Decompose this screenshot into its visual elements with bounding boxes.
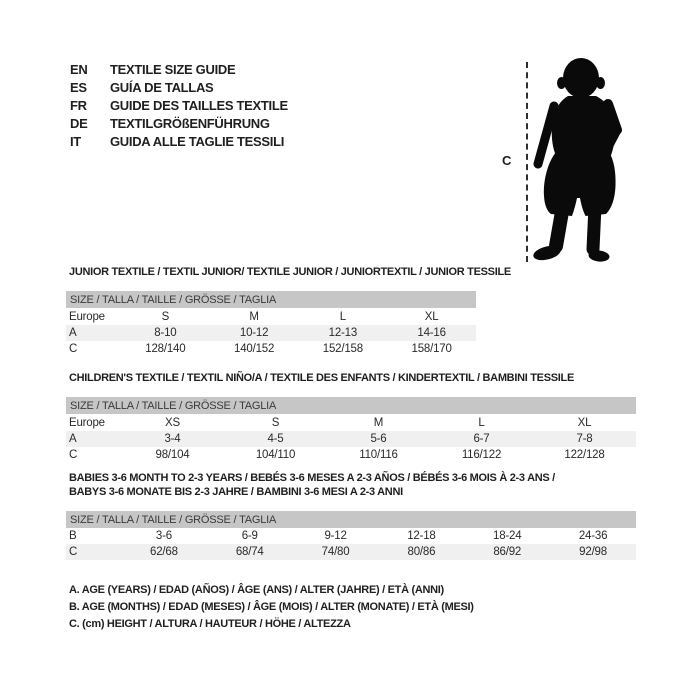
- table-cell: 8-10: [121, 325, 210, 341]
- legend-line-b: B. AGE (MONTHS) / EDAD (MESES) / ÂGE (MOIS) / ALTER (MONATE) / ETÀ (MESI): [69, 601, 474, 613]
- language-list: [70, 61, 288, 151]
- section-title: CHILDREN'S TEXTILE / TEXTIL NIÑO/A / TEXTILE DES ENFANTS / KINDERTEXTIL / BAMBINI TESSILE: [69, 372, 574, 384]
- section-title: BABIES 3-6 MONTH TO 2-3 YEARS / BEBÉS 3-6 MESES A 2-3 AÑOS / BÉBÉS 3-6 MOIS À 2-3 ANS /: [69, 472, 555, 484]
- table-cell: 5-6: [327, 431, 430, 447]
- language-code: FR: [70, 98, 87, 113]
- table-cell: 122/128: [564, 449, 605, 461]
- size-bar-row: [66, 291, 476, 308]
- table-cell: 68/74: [207, 544, 293, 560]
- height-measure-line: [526, 62, 528, 262]
- table-cell: 98/104: [155, 449, 190, 461]
- size-tables: [66, 265, 636, 633]
- col-header: M: [373, 416, 384, 429]
- table-cell: 3-6: [155, 530, 172, 542]
- col-header: M: [249, 310, 259, 323]
- language-label: TEXTILE SIZE GUIDE: [110, 62, 236, 77]
- table-cell: 62/68: [121, 544, 207, 560]
- row-label: C: [69, 449, 78, 461]
- language-code: DE: [70, 116, 88, 131]
- legend: [69, 582, 636, 633]
- language-row-it: [70, 133, 288, 151]
- table-cell: 6-7: [430, 431, 533, 447]
- row-label: B: [69, 530, 77, 542]
- col-header: XL: [577, 416, 592, 429]
- table-cell: 86/92: [464, 544, 550, 560]
- table-cell: 128/140: [145, 343, 186, 355]
- table-row: [66, 447, 636, 463]
- language-label: GUIDE DES TAILLES TEXTILE: [110, 98, 288, 113]
- row-label: C: [66, 544, 121, 560]
- table-cell: 140/152: [234, 343, 275, 355]
- table-cell: 104/110: [255, 449, 296, 461]
- col-header: XS: [165, 416, 180, 429]
- table-header-row: [66, 414, 636, 431]
- section-junior: [66, 265, 636, 357]
- section-babies: [66, 471, 636, 560]
- row-label: C: [69, 343, 78, 355]
- language-code: IT: [70, 134, 81, 149]
- table-header-row: [66, 308, 476, 325]
- table-cell: 10-12: [210, 325, 299, 341]
- table-cell: 18-24: [493, 530, 522, 542]
- size-bar-label: SIZE / TALLA / TAILLE / GRÖSSE / TAGLIA: [66, 397, 636, 414]
- col-header: S: [271, 416, 280, 429]
- col-header: XL: [424, 310, 439, 323]
- table-cell: 7-8: [533, 431, 636, 447]
- table-cell: 110/116: [359, 449, 398, 461]
- table-cell: 14-16: [387, 325, 476, 341]
- section-children: [66, 371, 636, 463]
- size-bar-row: [66, 397, 636, 414]
- col-header: S: [161, 310, 170, 323]
- size-bar-label: SIZE / TALLA / TAILLE / GRÖSSE / TAGLIA: [66, 511, 636, 528]
- table-cell: 9-12: [324, 530, 347, 542]
- language-label: GUÍA DE TALLAS: [110, 80, 214, 95]
- legend-line-c: C. (cm) HEIGHT / ALTURA / HAUTEUR / HÖHE / ALTEZZA: [69, 618, 351, 630]
- col-header: L: [478, 416, 485, 429]
- baby-silhouette-icon: [532, 56, 642, 263]
- language-row-de: [70, 115, 288, 133]
- table-cell: 24-36: [578, 530, 608, 542]
- legend-line-a: A. AGE (YEARS) / EDAD (AÑOS) / ÂGE (ANS) / ALTER (JAHRE) / ETÀ (ANNI): [69, 584, 444, 596]
- table-cell: 80/86: [378, 544, 464, 560]
- col-header: L: [339, 310, 346, 323]
- language-label: TEXTILGRÖßENFÜHRUNG: [110, 116, 270, 131]
- region-header: Europe: [69, 310, 105, 323]
- table-row: [66, 325, 476, 341]
- table-row: [66, 544, 636, 560]
- section-title: BABYS 3-6 MONATE BIS 2-3 JAHRE / BAMBINI 3-6 MESI A 2-3 ANNI: [69, 486, 403, 498]
- table-row: [66, 341, 476, 357]
- row-label: A: [66, 431, 121, 447]
- height-measure-label: C: [502, 153, 512, 168]
- size-bar-label: SIZE / TALLA / TAILLE / GRÖSSE / TAGLIA: [66, 291, 476, 308]
- table-cell: 4-5: [224, 431, 327, 447]
- language-row-fr: [70, 97, 288, 115]
- children-size-table: [66, 397, 636, 463]
- table-cell: 12-13: [299, 325, 388, 341]
- junior-size-table: [66, 291, 476, 357]
- language-code: ES: [70, 80, 87, 95]
- language-label: GUIDA ALLE TAGLIE TESSILI: [110, 134, 285, 149]
- table-cell: 3-4: [121, 431, 224, 447]
- table-cell: 152/158: [322, 343, 363, 355]
- language-row-en: [70, 61, 288, 79]
- size-bar-row: [66, 511, 636, 528]
- table-cell: 116/122: [461, 449, 502, 461]
- table-cell: 74/80: [293, 544, 379, 560]
- language-code: EN: [70, 62, 88, 77]
- table-row: [66, 528, 636, 544]
- table-cell: 6-9: [241, 530, 258, 542]
- babies-size-table: [66, 511, 636, 560]
- table-cell: 12-18: [407, 530, 436, 542]
- table-cell: 158/170: [411, 343, 452, 355]
- region-header: Europe: [69, 416, 105, 429]
- table-cell: 92/98: [550, 544, 636, 560]
- table-row: [66, 431, 636, 447]
- language-row-es: [70, 79, 288, 97]
- row-label: A: [66, 325, 121, 341]
- section-title: JUNIOR TEXTILE / TEXTIL JUNIOR/ TEXTILE JUNIOR / JUNIORTEXTIL / JUNIOR TESSILE: [69, 266, 511, 278]
